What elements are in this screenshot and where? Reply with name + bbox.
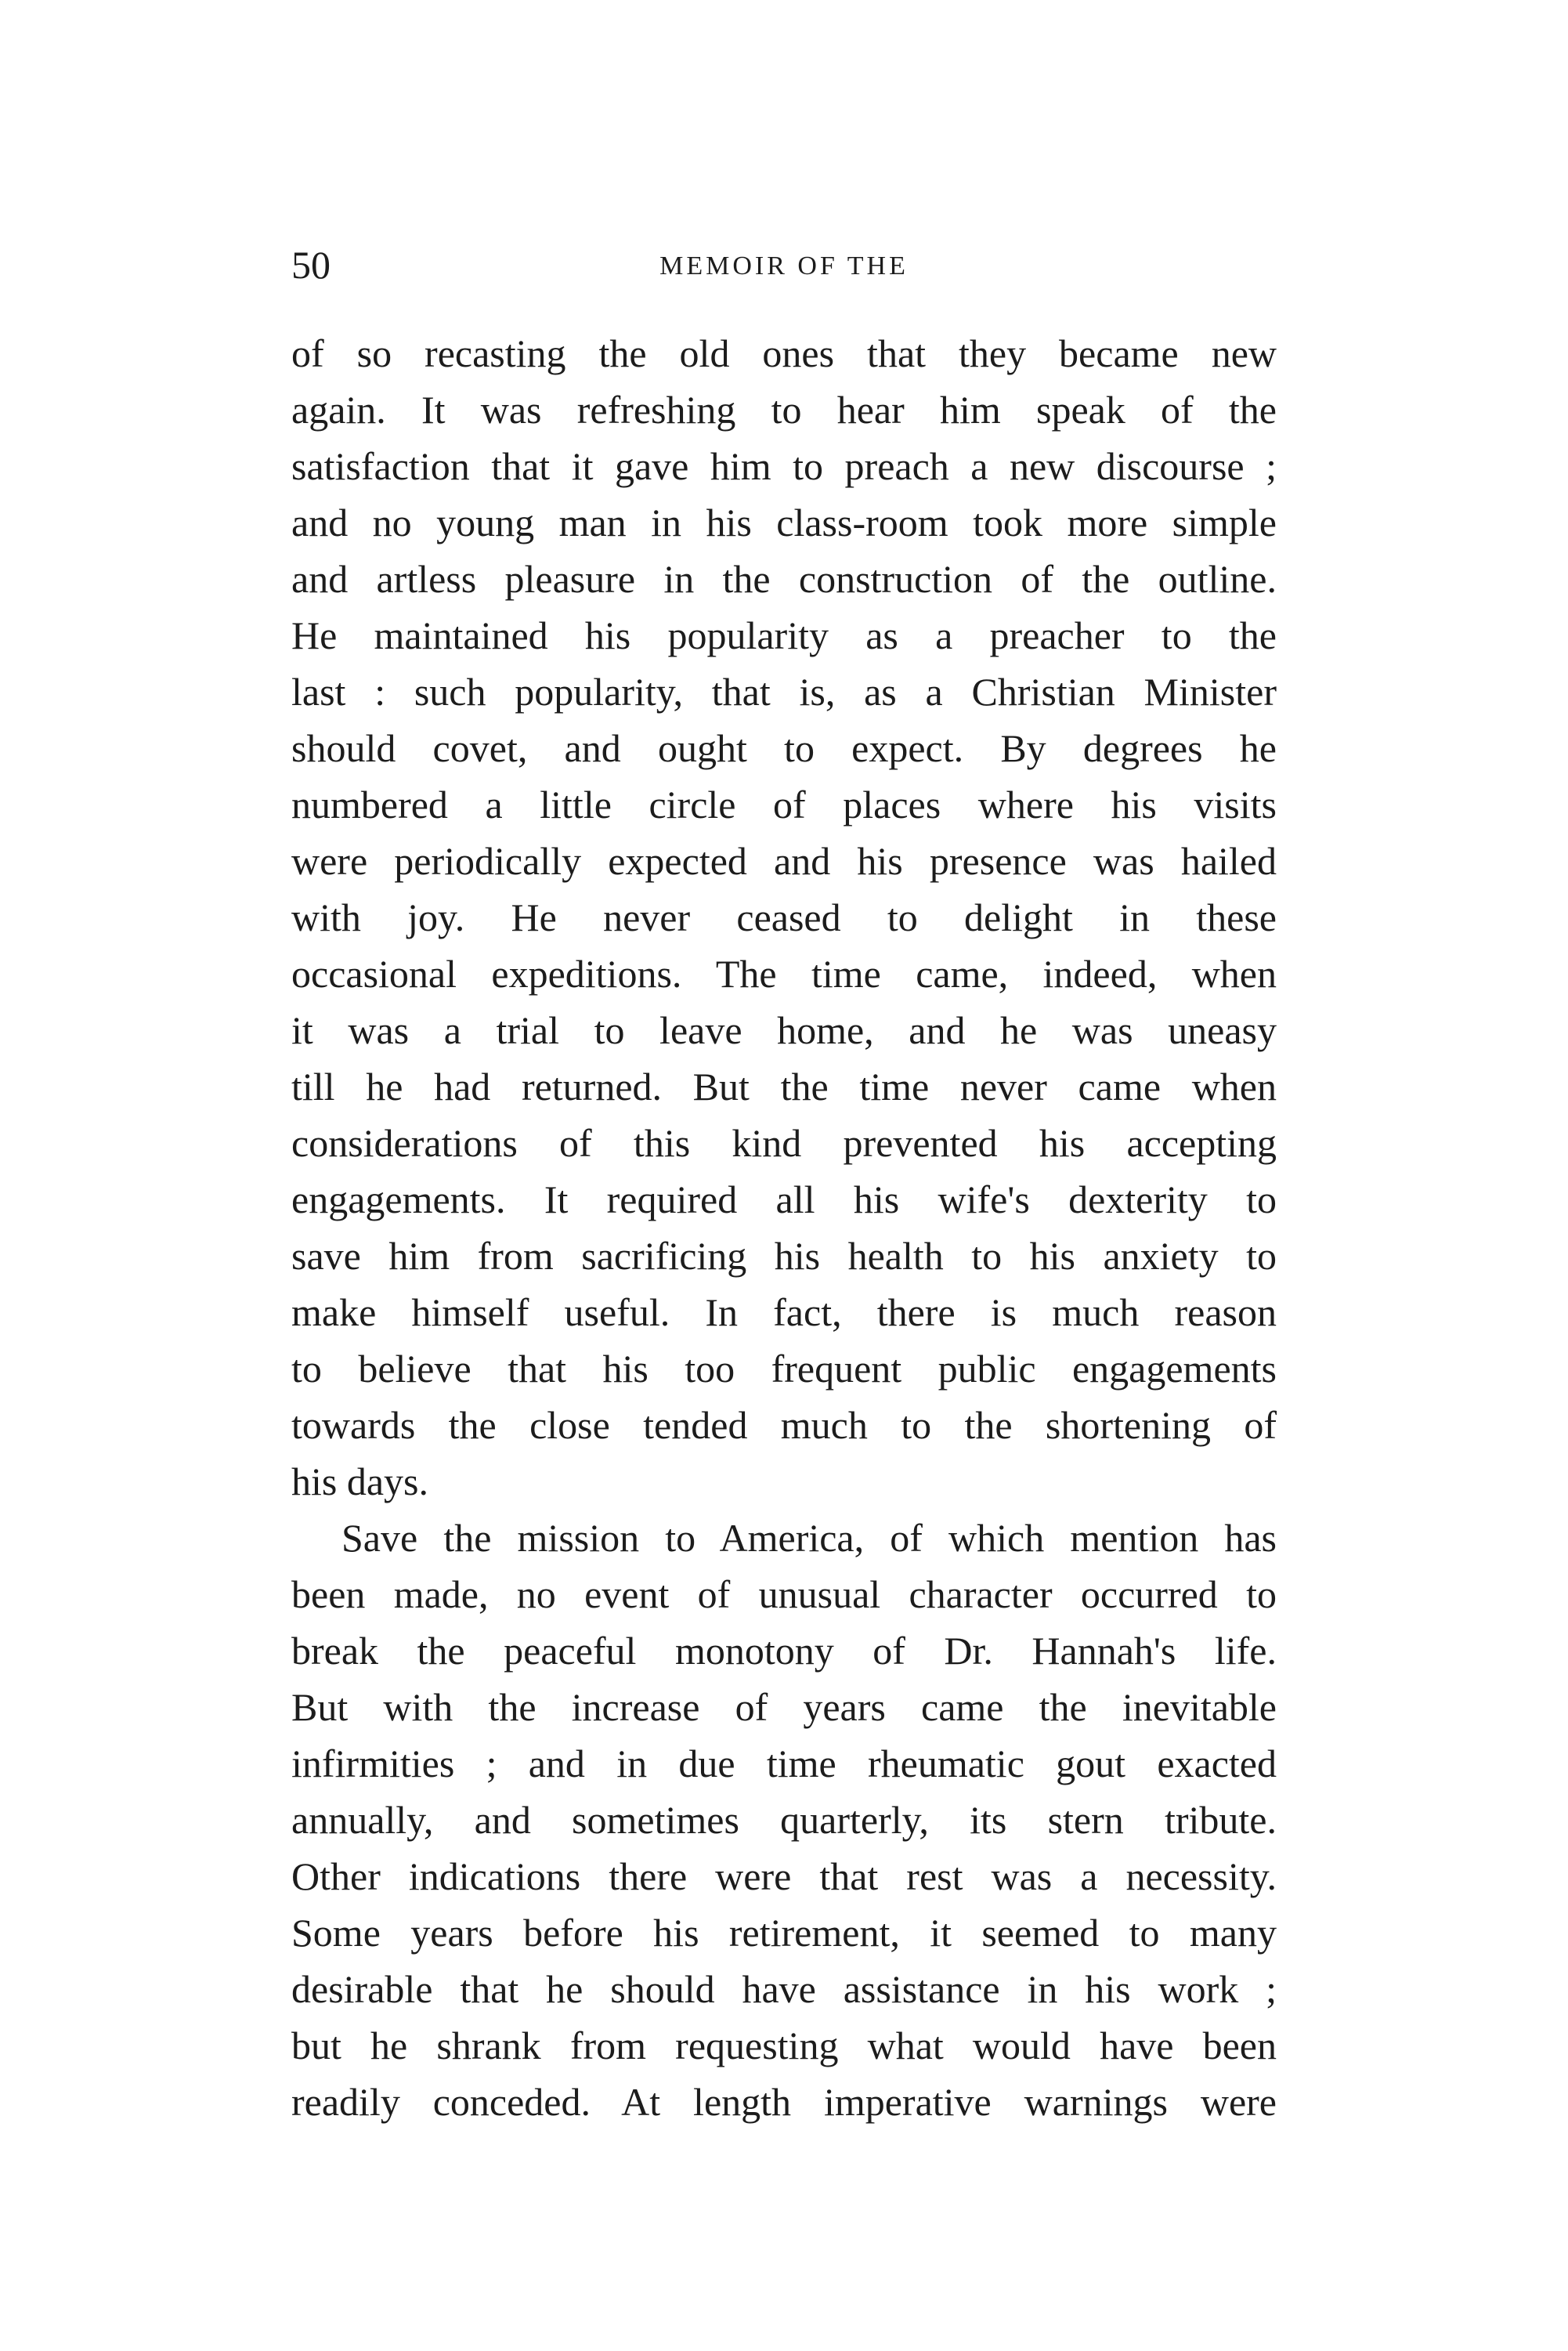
text-line: last : such popularity, that is, as a Christian Minister (291, 670, 1277, 714)
text-line: considerations of this kind prevented his accepting (291, 1121, 1277, 1165)
body-text (291, 325, 1277, 2130)
text-line: satisfaction that it gave him to preach a new discourse ; (291, 444, 1277, 488)
text-line: and no young man in his class-room took more simple (291, 501, 1277, 544)
text-line: with joy. He never ceased to delight in these (291, 895, 1277, 939)
text-line: but he shrank from requesting what would have been (291, 2024, 1277, 2067)
text-line: it was a trial to leave home, and he was uneasy (291, 1008, 1277, 1052)
text-line: readily conceded. At length imperative warnings were (291, 2080, 1277, 2124)
text-line: But with the increase of years came the inevitable (291, 1685, 1277, 1729)
text-line: occasional expeditions. The time came, indeed, when (291, 952, 1277, 996)
page-number: 50 (291, 243, 331, 287)
paragraph-start-line: Save the mission to America, of which mention has (341, 1516, 1277, 1560)
text-line: annually, and sometimes quarterly, its stern tribute. (291, 1798, 1277, 1842)
text-line: were periodically expected and his presence was hailed (291, 839, 1277, 883)
text-line: of so recasting the old ones that they became new (291, 331, 1277, 375)
text-line: been made, no event of unusual character occurred to (291, 1572, 1277, 1616)
text-line: Some years before his retirement, it seemed to many (291, 1911, 1277, 1955)
text-line: infirmities ; and in due time rheumatic gout exacted (291, 1742, 1277, 1785)
text-line: He maintained his popularity as a preacher to the (291, 613, 1277, 657)
text-line: to believe that his too frequent public engagements (291, 1347, 1277, 1391)
text-line: again. It was refreshing to hear him speak of the (291, 388, 1277, 432)
text-line: and artless pleasure in the construction of the outline. (291, 557, 1277, 601)
text-line: save him from sacrificing his health to his anxiety to (291, 1234, 1277, 1278)
text-line: engagements. It required all his wife's dexterity to (291, 1177, 1277, 1221)
text-line: make himself useful. In fact, there is much reason (291, 1290, 1277, 1334)
running-head: MEMOIR OF THE (659, 251, 909, 280)
text-line: desirable that he should have assistance in his work ; (291, 1967, 1277, 2011)
text-line: Other indications there were that rest was a necessity. (291, 1854, 1277, 1898)
text-line: break the peaceful monotony of Dr. Hannah's life. (291, 1629, 1277, 1673)
text-line: should covet, and ought to expect. By degrees he (291, 726, 1277, 770)
text-line: towards the close tended much to the shortening of (291, 1403, 1277, 1447)
text-line: numbered a little circle of places where his visits (291, 783, 1277, 826)
paragraph-end-line: his days. (291, 1459, 428, 1503)
text-line: till he had returned. But the time never came when (291, 1065, 1277, 1109)
